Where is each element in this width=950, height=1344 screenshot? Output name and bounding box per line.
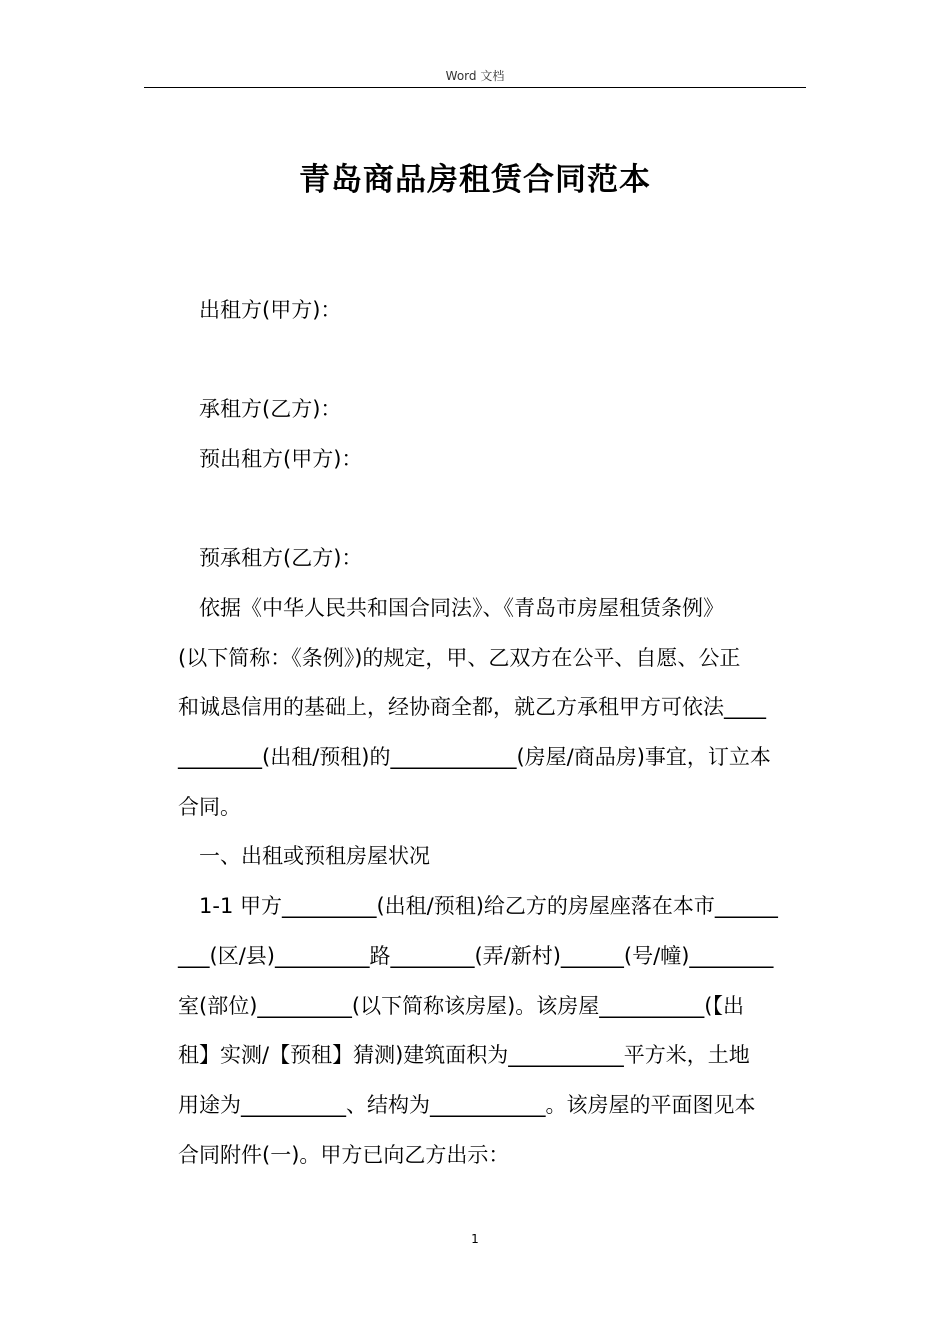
page-header: Word 文档 — [445, 69, 505, 83]
pre-lessee-line: 预承租方(乙方)： — [199, 546, 363, 570]
clause-text-line: 用途为__________、结构为___________。该房屋的平面图见本 — [178, 1093, 756, 1117]
body-text-line: ________(出租/预租)的____________(房屋/商品房)事宜，订立本 — [178, 745, 771, 769]
clause-text-line: 合同附件(一)。甲方已向乙方出示： — [178, 1143, 510, 1167]
clause-text-line: 租】实测/【预租】猜测)建筑面积为___________平方米，土地 — [178, 1043, 750, 1067]
lessor-line: 出租方(甲方)： — [199, 298, 342, 322]
section-heading: 一、出租或预租房屋状况 — [199, 844, 430, 868]
header-divider — [144, 87, 806, 88]
page-number: 1 — [471, 1232, 479, 1246]
clause-text-line: 1-1 甲方_________(出租/预租)给乙方的房屋座落在本市______ — [199, 894, 778, 918]
body-text-line: 合同。 — [178, 795, 241, 819]
clause-text-line: 室(部位)_________(以下简称该房屋)。该房屋__________(【出 — [178, 994, 744, 1018]
body-text-line: (以下简称：《条例》)的规定，甲、乙双方在公平、自愿、公正 — [178, 646, 741, 670]
body-text-line: 和诚恳信用的基础上，经协商全都，就乙方承租甲方可依法____ — [178, 695, 766, 719]
clause-text-line: ___(区/县)_________路________(弄/新村)______(号/幢)________ — [178, 944, 774, 968]
lessee-line: 承租方(乙方)： — [199, 397, 342, 421]
body-text-line: 依据《中华人民共和国合同法》、《青岛市房屋租赁条例》 — [199, 596, 724, 620]
pre-lessor-line: 预出租方(甲方)： — [199, 447, 363, 471]
document-title: 青岛商品房租赁合同范本 — [299, 162, 651, 198]
